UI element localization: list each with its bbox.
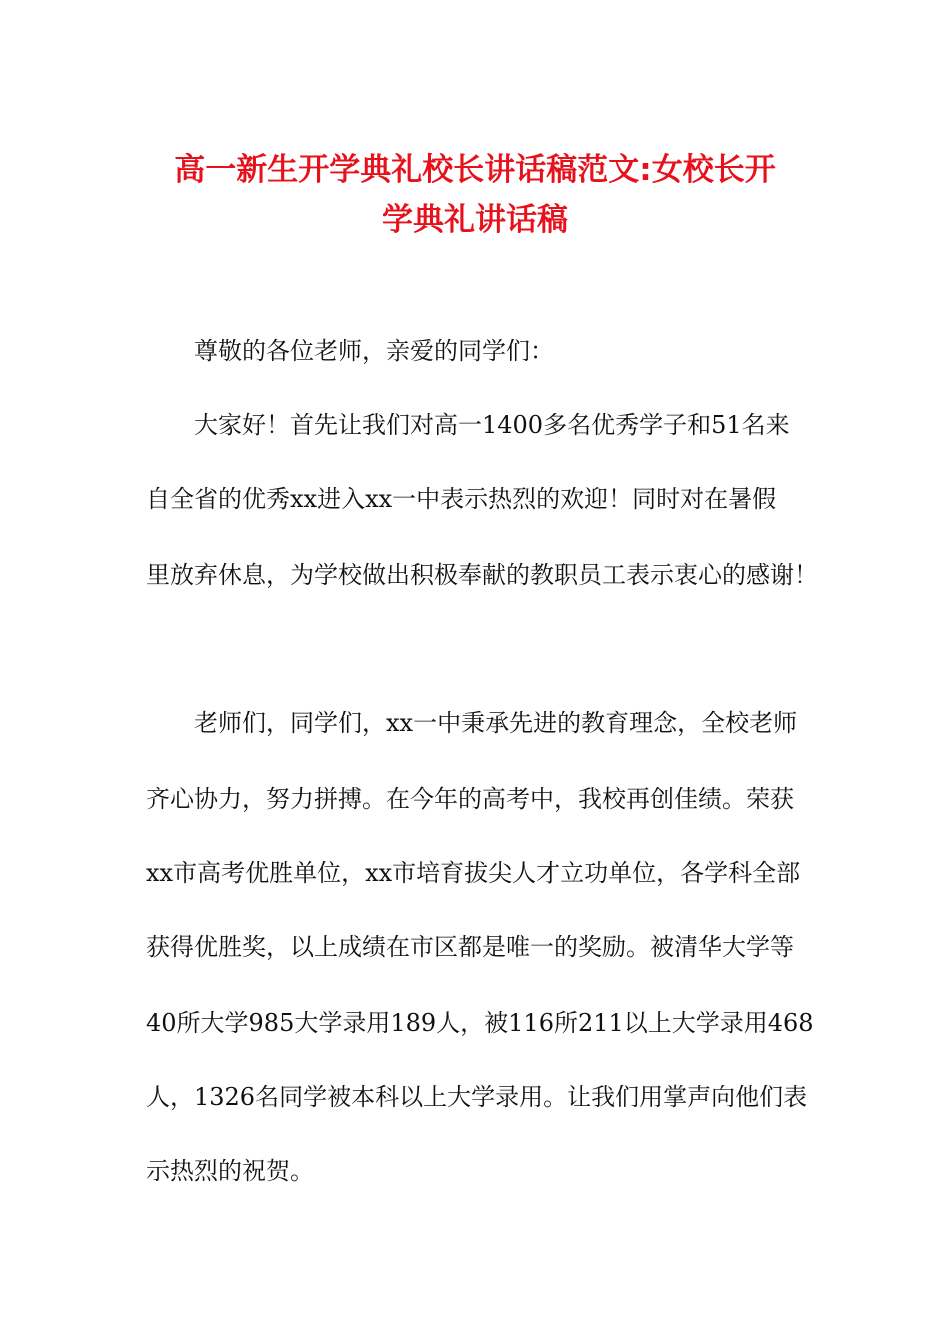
salutation: 尊敬的各位老师，亲爱的同学们： xyxy=(194,337,554,365)
paragraph-1-line-1: 大家好！首先让我们对高一1400多名优秀学子和51名来 xyxy=(194,411,790,439)
paragraph-1-line-3: 里放弃休息，为学校做出积极奉献的教职员工表示衷心的感谢！ xyxy=(146,561,818,589)
paragraph-2-line-4: 获得优胜奖，以上成绩在市区都是唯一的奖励。被清华大学等 xyxy=(146,933,794,961)
paragraph-2-line-6: 人，1326名同学被本科以上大学录用。让我们用掌声向他们表 xyxy=(146,1083,808,1111)
paragraph-2-line-3: xx市高考优胜单位，xx市培育拔尖人才立功单位，各学科全部 xyxy=(146,859,801,887)
paragraph-2-line-5: 40所大学985大学录用189人，被116所211以上大学录用468 xyxy=(146,1009,814,1037)
document-title-line-1: 高一新生开学典礼校长讲话稿范文:女校长开 xyxy=(174,152,776,188)
paragraph-1-line-2: 自全省的优秀xx进入xx一中表示热烈的欢迎！同时对在暑假 xyxy=(146,485,777,513)
paragraph-2-line-7: 示热烈的祝贺。 xyxy=(146,1157,314,1185)
document-title-line-2: 学典礼讲话稿 xyxy=(382,202,568,238)
paragraph-2-line-2: 齐心协力，努力拼搏。在今年的高考中，我校再创佳绩。荣获 xyxy=(146,785,794,813)
paragraph-2-line-1: 老师们，同学们，xx一中秉承先进的教育理念，全校老师 xyxy=(194,709,798,737)
